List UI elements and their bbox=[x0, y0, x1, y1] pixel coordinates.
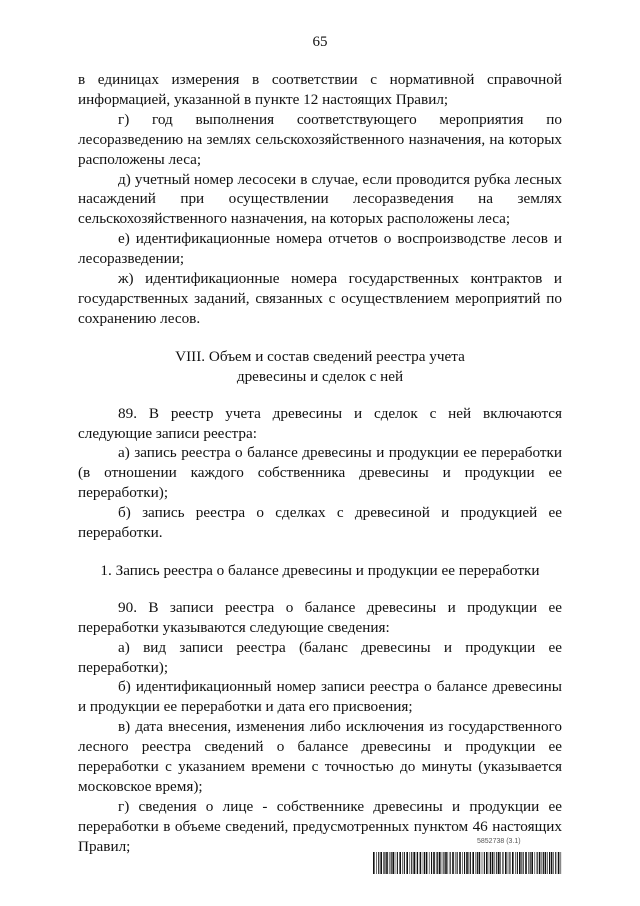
paragraph: б) запись реестра о сделках с древесиной и продукцией ее переработки. bbox=[78, 504, 562, 542]
paragraph: в) дата внесения, изменения либо исключения из государственного лесного реестра сведений о балансе древесины и продукции ее переработки с указанием времени с точностью до минуты (указывается московское время); bbox=[78, 718, 562, 795]
paragraph: ж) идентификационные номера государственных контрактов и государственных заданий, связанных с осуществлением мероприятий по сохранению лесов. bbox=[78, 270, 562, 327]
paragraph: а) запись реестра о балансе древесины и продукции ее переработки (в отношении каждого собственника древесины и продукции ее переработки); bbox=[78, 444, 562, 502]
page-number: 65 bbox=[312, 34, 328, 50]
barcode-image bbox=[373, 852, 563, 874]
paragraph: а) вид записи реестра (баланс древесины и продукции ее переработки); bbox=[78, 638, 562, 676]
paragraph: 89. В реестр учета древесины и сделок с ней включаются следующие записи реестра: bbox=[78, 404, 562, 442]
paragraph: д) учетный номер лесосеки в случае, если проводится рубка лесных насаждений при осуществлении лесоразведения на землях сельскохозяйственного назначения, на которых расположены леса; bbox=[78, 170, 562, 228]
section-heading bbox=[78, 347, 562, 387]
paragraph: б) идентификационный номер записи реестра о балансе древесины и продукции ее переработки и дата его присвоения; bbox=[78, 678, 562, 716]
paragraph: 90. В записи реестра о балансе древесины и продукции ее переработки указываются следующие сведения: bbox=[78, 598, 562, 636]
section-heading-line: VIII. Объем и состав сведений реестра учета bbox=[175, 347, 465, 365]
paragraph: е) идентификационные номера отчетов о воспроизводстве лесов и лесоразведении; bbox=[78, 230, 562, 268]
section-heading-line: древесины и сделок с ней bbox=[236, 367, 404, 385]
paragraph: в единицах измерения в соответствии с нормативной справочной информацией, указанной в пункте 12 настоящих Правил; bbox=[78, 71, 562, 108]
paragraph: г) год выполнения соответствующего мероприятия по лесоразведению на землях сельскохозяйственного назначения, на которых расположены леса; bbox=[78, 110, 562, 168]
subsection-heading: 1. Запись реестра о балансе древесины и продукции ее переработки bbox=[100, 561, 540, 579]
document-body bbox=[78, 70, 562, 857]
document-id: 5852738 (3.1) bbox=[477, 838, 521, 845]
paragraph: г) сведения о лице - собственнике древесины и продукции ее переработки в объеме сведений, предусмотренных пунктом 46 настоящих Правил; bbox=[78, 797, 562, 855]
